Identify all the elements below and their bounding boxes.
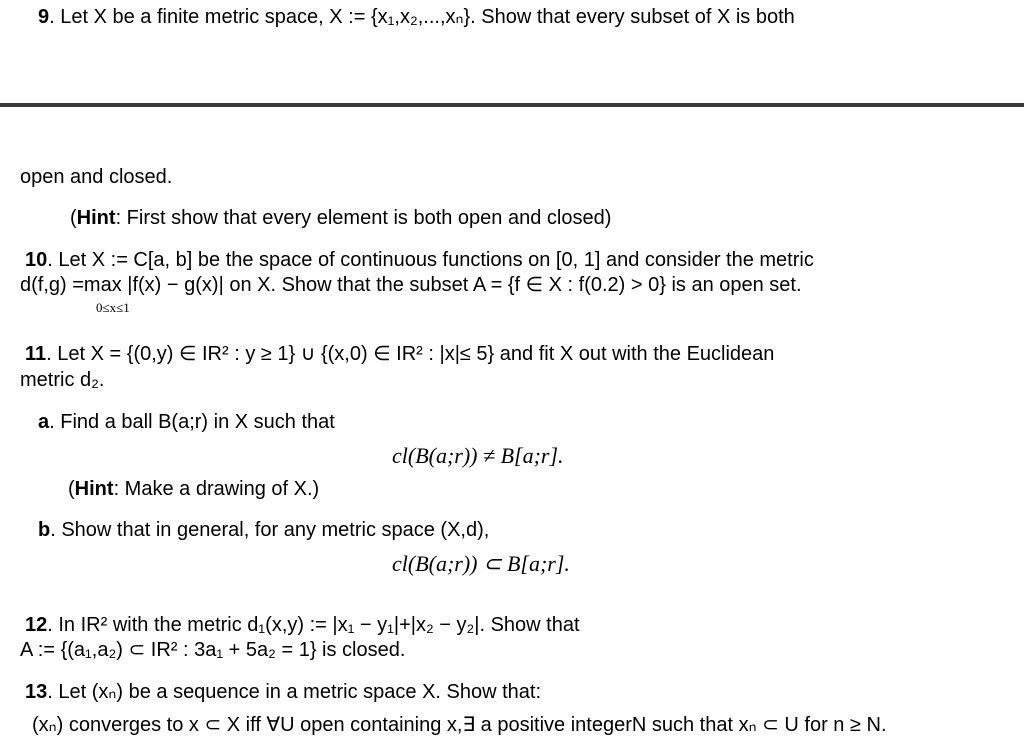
problem-13-text: Let (xₙ) be a sequence in a metric space X. Show that: [58,681,542,703]
problem-10-line-2: d(f,g) =max |f(x) − g(x)| on X. Show that the subset A = {f ∈ X : f(0.2) > 0} is an open set. [20,274,802,296]
problem-9-text: Let X be a finite metric space, X := {x₁,x₂,...,xₙ}. Show that every subset of X is both [60,6,795,28]
problem-13-number: 13 [25,681,48,703]
problem-11-line-2: metric d₂. [20,369,105,391]
part-a-formula: cl(B(a;r)) ≠ B[a;r]. [392,443,564,468]
hint-text: : First show that every element is both open and closed) [115,207,612,229]
problem-11a: a. Find a ball B(a;r) in X such that [38,411,335,433]
problem-10-max-subscript: 0≤x≤1 [96,300,130,315]
problem-12-text: In IR² with the metric d₁(x,y) := |x₁ − y₁|+|x₂ − y₂|. Show that [58,614,580,636]
part-a-hint: (Hint: Make a drawing of X.) [68,478,320,500]
problem-12-line-2: A := {(a₁,a₂) ⊂ IR² : 3a₁ + 5a₂ = 1} is closed. [20,639,406,661]
part-b-formula: cl(B(a;r)) ⊂ B[a;r]. [392,551,570,576]
problem-10-text: Let X := C[a, b] be the space of continuous functions on [0, 1] and consider the metric [58,249,814,271]
problem-13-line-2: (xₙ) converges to x ⊂ X iff ∀U open containing x,∃ a positive integerN such that xₙ ⊂ U for n ≥ N. [32,714,887,736]
problem-9-line-1: 9. Let X be a finite metric space, X := {x₁,x₂,...,xₙ}. Show that every subset of X is both [38,6,795,28]
part-b-text: Show that in general, for any metric space (X,d), [61,519,490,541]
part-a-hint-label: Hint [74,478,114,500]
part-b-label: b [38,519,51,541]
problem-11-number: 11 [25,343,47,365]
problem-11-line-1: 11. Let X = {(0,y) ∈ IR² : y ≥ 1} ∪ {(x,0) ∈ IR² : |x|≤ 5} and fit X out with the Euclidean [25,343,775,365]
problem-9-number: 9 [38,6,50,28]
problem-12-line-1: 12. In IR² with the metric d₁(x,y) := |x₁ − y₁|+|x₂ − y₂|. Show that [25,614,580,636]
hint-label: Hint [76,207,116,229]
page-separator [0,103,1024,107]
problem-9-hint: (Hint: First show that every element is both open and closed) [70,207,612,229]
problem-9-line-2: open and closed. [20,166,173,188]
problem-13-line-1: 13. Let (xₙ) be a sequence in a metric space X. Show that: [25,681,542,703]
part-a-text: Find a ball B(a;r) in X such that [60,411,335,433]
part-a-label: a [38,411,50,433]
part-a-hint-text: : Make a drawing of X.) [113,478,320,500]
problem-11b: b. Show that in general, for any metric space (X,d), [38,519,490,541]
problem-10-number: 10 [25,249,48,271]
problem-10-line-1: 10. Let X := C[a, b] be the space of continuous functions on [0, 1] and consider the metric [25,249,814,271]
problem-11-text: Let X = {(0,y) ∈ IR² : y ≥ 1} ∪ {(x,0) ∈ IR² : |x|≤ 5} and fit X out with the Euclidean [57,343,775,365]
problem-12-number: 12 [25,614,48,636]
